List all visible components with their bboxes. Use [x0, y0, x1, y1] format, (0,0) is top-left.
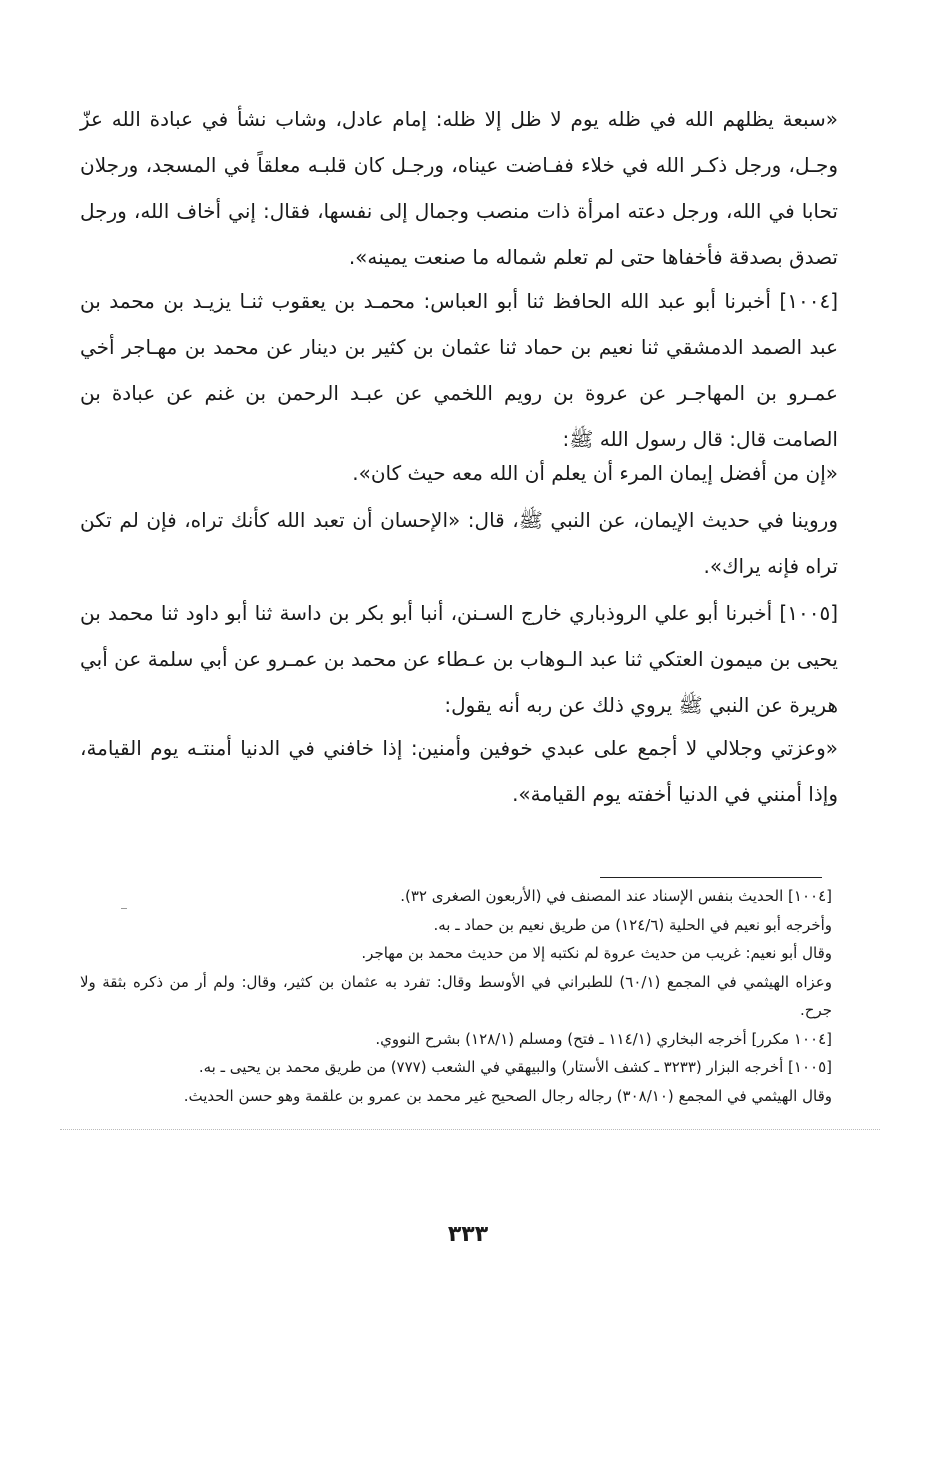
hadith-text-two-fears: «وعزتي وجلالي لا أجمع على عبدي خوفين وأمنين: إذا خافني في الدنيا أمنتـه يوم القيامة، وإذا أمنني في الدنيا أخفته يوم القيامة». — [80, 736, 838, 806]
page-number: ٣٣٣ — [447, 1222, 489, 1247]
footnote-line: وعزاه الهيثمي في المجمع (٦٠/١) للطبراني في الأوسط وقال: تفرد به عثمان بن كثير، وقال: ولم أر من ذكره بثقة ولا جرح. — [80, 972, 832, 1019]
narration-1005-isnad: [١٠٠٥] أخبرنا أبو علي الروذباري خارج السـنن، أنبا أبو بكر بن داسة ثنا أبو داود ثنا محمد بن يحيى بن ميمون العتكي ثنا عبد الـوهاب بن عـطاء عن محمد بن عمـرو عن أبي سلمة عن أبي هريرة عن النبي ﷺ يروي ذلك عن ربه أنه يقول: — [80, 601, 838, 717]
ihsan-narration: وروينا في حديث الإيمان، عن النبي ﷺ، قال: «الإحسان أن تعبد الله كأنك تراه، فإن لم تكن تراه فإنه يراك». — [80, 508, 838, 578]
footnote-line: وقال أبو نعيم: غريب من حديث عروة لم نكتبه إلا من حديث محمد بن مهاجر. — [361, 944, 832, 962]
footnote-line: [١٠٠٥] أخرجه البزار (٣٢٣٣ ـ كشف الأستار) والبيهقي في الشعب (٧٧٧) من طريق محمد بن يحيى ـ به. — [198, 1058, 832, 1076]
hadith-text-best-faith: «إن من أفضل إيمان المرء أن يعلم أن الله معه حيث كان». — [352, 461, 838, 485]
footnote-divider — [600, 877, 822, 878]
footnotes-section — [80, 882, 832, 1110]
footnote-line: [١٠٠٤] الحديث بنفس الإسناد عند المصنف في (الأربعون الصغرى ٣٢). — [400, 887, 832, 905]
scan-dotted-line — [60, 1129, 880, 1130]
footnote-line: [١٠٠٤ مكرر] أخرجه البخاري (١١٤/١ ـ فتح) ومسلم (١٢٨/١) بشرح النووي. — [375, 1029, 832, 1048]
narration-1004-isnad: [١٠٠٤] أخبرنا أبو عبد الله الحافظ ثنا أبو العباس: محمـد بن يعقوب ثنـا يزيـد بن محمد بن عبد الصمد الدمشقي ثنا نعيم بن حماد ثنا عثمان بن كثير بن دينار عن محمد بن مهـاجر أخي عمـرو بن المهاجـر عن عروة بن رويم اللخمي عن عبـد الرحمن بن غنم عن عبادة بن الصامت قال: قال رسول الله ﷺ: — [80, 289, 838, 451]
hadith-text-seven-shaded: «سبعة يظلهم الله في ظله يوم لا ظل إلا ظله: إمام عادل، وشاب نشأ في عبادة الله عزّ وجـل، ورجل ذكـر الله في خلاء ففـاضت عيناه، ورجـل كان قلبـه معلقاً في المسجد، ورجلان تحابا في الله، ورجل دعته امرأة ذات منصب وجمال إلى نفسها، فقال: إني أخاف الله، ورجل تصدق بصدقة فأخفاها حتى لم تعلم شماله ما صنعت يمينه». — [80, 107, 838, 269]
footnote-line: وقال الهيثمي في المجمع (٣٠٨/١٠) رجاله رجال الصحيح غير محمد بن عمرو بن علقمة وهو حسن الحديث. — [183, 1086, 832, 1105]
footnote-line: وأخرجه أبو نعيم في الحلية (١٢٤/٦) من طريق نعيم بن حماد ـ به. — [433, 915, 832, 934]
